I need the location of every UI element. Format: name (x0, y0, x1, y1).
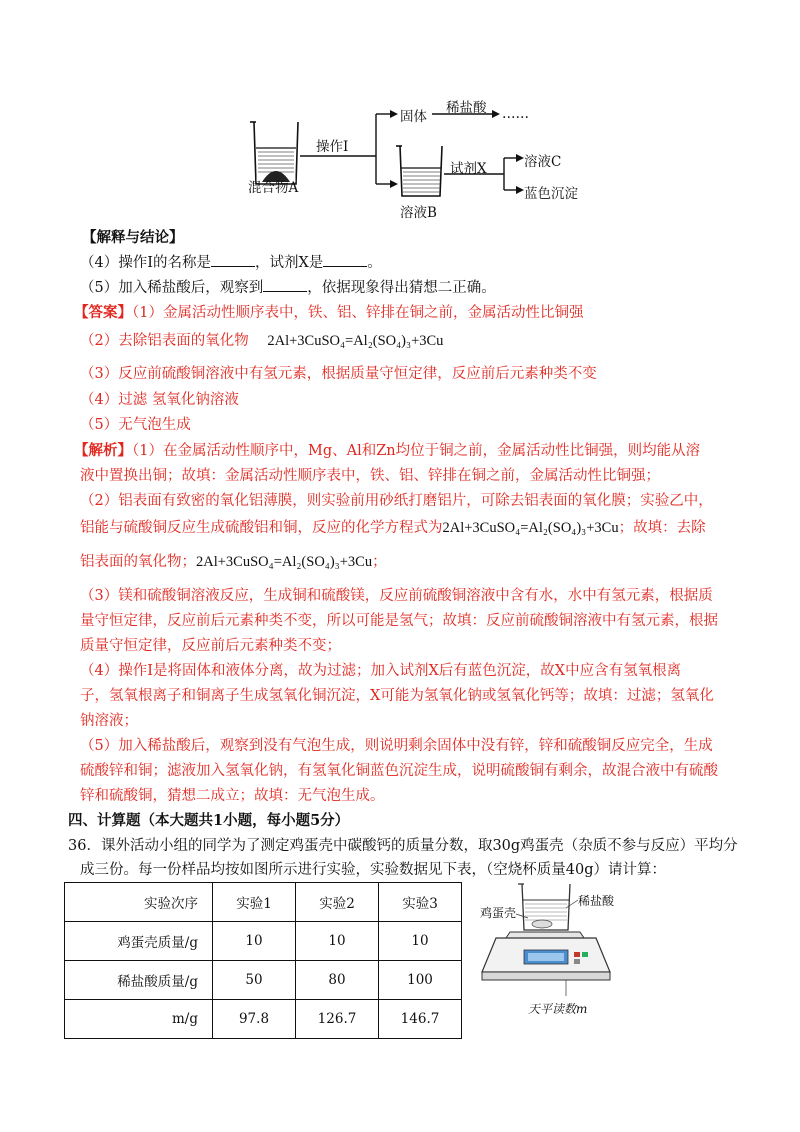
ellipsis-label: …… (502, 106, 529, 122)
analysis-line-6: （3）镁和硫酸铜溶液反应，生成铜和硫酸镁，反应前硫酸铜溶液中含有水，水中有氢元素，根据质 (80, 588, 713, 604)
analysis-line-13: 硫酸锌和铜；滤液加入氢氧化钠，有氢氧化铜蓝色沉淀生成，说明硫酸铜有剩余，故混合液中有硫酸 (80, 763, 718, 779)
analysis-line-7: 量守恒定律，反应前后元素种类不变，所以可能是氢气；故填：反应前硫酸铜溶液中有氢元素，根据 (80, 613, 718, 629)
q5-text: （5）加入稀盐酸后，观察到 (80, 280, 264, 296)
table-cell: 126.7 (296, 1000, 379, 1039)
table-header: 实验3 (379, 883, 462, 922)
analysis-line-14: 锌和硫酸铜，猜想二成立；故填：无气泡生成。 (80, 788, 385, 804)
balance-reading-label: 天平读数m (528, 1002, 588, 1016)
dilute-hcl-label: 稀盐酸 (446, 100, 487, 116)
analysis-text: 铝能与硫酸铜反应生成硫酸铝和铜，反应的化学方程式为 (80, 520, 443, 536)
analysis-line-5 (80, 552, 387, 572)
section-4-heading: 四、计算题（本大题共1小题，每小题5分） (68, 812, 350, 829)
table-header: 实验1 (213, 883, 296, 922)
analysis-line-8: 质量守恒定律，反应前后元素种类不变； (80, 638, 341, 654)
blank-reagent-x[interactable] (323, 254, 367, 267)
analysis-line-1 (74, 441, 700, 461)
table-cell: 10 (213, 922, 296, 961)
question-36-line-1: 36．课外活动小组的同学为了测定鸡蛋壳中碳酸钙的质量分数，取30g鸡蛋壳（杂质不参与反应）平均分 (68, 838, 738, 854)
question-5 (80, 278, 496, 298)
analysis-line-2: 液中置换出铜；故填：金属活动性顺序表中，铁、铝、锌排在铜之前，金属活动性比铜强； (80, 468, 660, 484)
table-row (65, 883, 462, 922)
table-cell: 146.7 (379, 1000, 462, 1039)
blank-operation-name[interactable] (211, 254, 255, 267)
answer-line-3: （3）反应前硫酸铜溶液中有氢元素，根据质量守恒定律，反应前后元素种类不变 (80, 366, 597, 382)
analysis-text: ； (372, 554, 387, 570)
table-header: 实验次序 (65, 883, 213, 922)
analysis-line-4 (80, 518, 706, 538)
beaker-a-icon (250, 122, 298, 184)
reagent-x-label: 试剂X (450, 161, 487, 177)
analysis-line-3: （2）铝表面有致密的氧化铝薄膜，则实验前用砂纸打磨铝片，可除去铝表面的氧化膜；实验乙中， (80, 493, 713, 509)
table-row (65, 961, 462, 1000)
answer-line-2 (80, 331, 443, 351)
chemical-equation: 2Al+3CuSO₄=Al₂(SO₄)₃+3Cu (267, 333, 444, 349)
analysis-text: ；故填：去除 (618, 520, 706, 536)
solid-label: 固体 (400, 109, 427, 125)
table-row (65, 1000, 462, 1039)
table-cell: 稀盐酸质量/g (65, 961, 213, 1000)
chemical-equation: 2Al+3CuSO₄=Al₂(SO₄)₃+3Cu (442, 520, 619, 536)
analysis-tag: 【解析】 (74, 442, 132, 459)
question-4 (80, 253, 382, 273)
answer-line-5: （5）无气泡生成 (80, 417, 191, 433)
table-cell: 10 (296, 922, 379, 961)
analysis-text: 铝表面的氧化物； (80, 554, 196, 570)
mixture-a-label: 混合物A (248, 180, 299, 196)
table-cell: 50 (213, 961, 296, 1000)
solution-b-label: 溶液B (400, 205, 437, 221)
blue-precipitate-label: 蓝色沉淀 (524, 186, 578, 202)
chemical-equation: 2Al+3CuSO₄=Al₂(SO₄)₃+3Cu (196, 554, 373, 570)
eggshell-label: 鸡蛋壳 (480, 906, 517, 920)
experiment-data-table (64, 882, 462, 1039)
table-row (65, 922, 462, 961)
table-cell: m/g (65, 1000, 213, 1039)
question-36-line-2: 成三份。每一份样品均按如图所示进行实验，实验数据见下表，（空烧杯质量40g）请计算： (80, 862, 666, 878)
analysis-line-10: 子，氢氧根离子和铜离子生成氢氧化铜沉淀，X可能为氢氧化钠或氢氧化钙等；故填：过滤；氢氧化 (80, 688, 714, 704)
table-header: 实验2 (296, 883, 379, 922)
table-cell: 80 (296, 961, 379, 1000)
table-cell: 97.8 (213, 1000, 296, 1039)
acid-label: 稀盐酸 (578, 894, 615, 908)
analysis-line-9: （4）操作I是将固体和液体分离，故为过滤；加入试剂X后有蓝色沉淀，故X中应含有氢氧根离 (80, 663, 682, 679)
table-cell: 鸡蛋壳质量/g (65, 922, 213, 961)
operation-i-label: 操作I (316, 139, 349, 155)
q4-text-3: 。 (367, 255, 382, 271)
analysis-line-11: 钠溶液； (80, 713, 138, 729)
table-cell: 100 (379, 961, 462, 1000)
q4-text: （4）操作I的名称是 (80, 255, 211, 271)
explain-heading: 【解释与结论】 (82, 229, 184, 246)
answer-text-1: （1）金属活动性顺序表中，铁、铝、锌排在铜之前，金属活动性比铜强 (132, 305, 584, 321)
blank-observation[interactable] (263, 279, 307, 292)
answer-line-1 (74, 303, 583, 323)
answer-text-2: （2）去除铝表面的氧化物 (80, 333, 249, 349)
q5-text-2: ，依据现象得出猜想二正确。 (307, 280, 496, 296)
answer-tag: 【答案】 (74, 304, 132, 321)
table-cell: 10 (379, 922, 462, 961)
q4-text-2: ，试剂X是 (254, 255, 324, 271)
beaker-icon (518, 884, 570, 930)
analysis-text: （1）在金属活动性顺序中，Mg、Al和Zn均位于铜之前，金属活动性比铜强，则均能从溶 (132, 443, 701, 459)
analysis-line-12: （5）加入稀盐酸后，观察到没有气泡生成，则说明剩余固体中没有锌，锌和硫酸铜反应完全，生成 (80, 738, 713, 754)
beaker-b-icon (396, 146, 442, 196)
answer-line-4: （4）过滤 氢氧化钠溶液 (80, 392, 239, 408)
solution-c-label: 溶液C (524, 154, 562, 170)
